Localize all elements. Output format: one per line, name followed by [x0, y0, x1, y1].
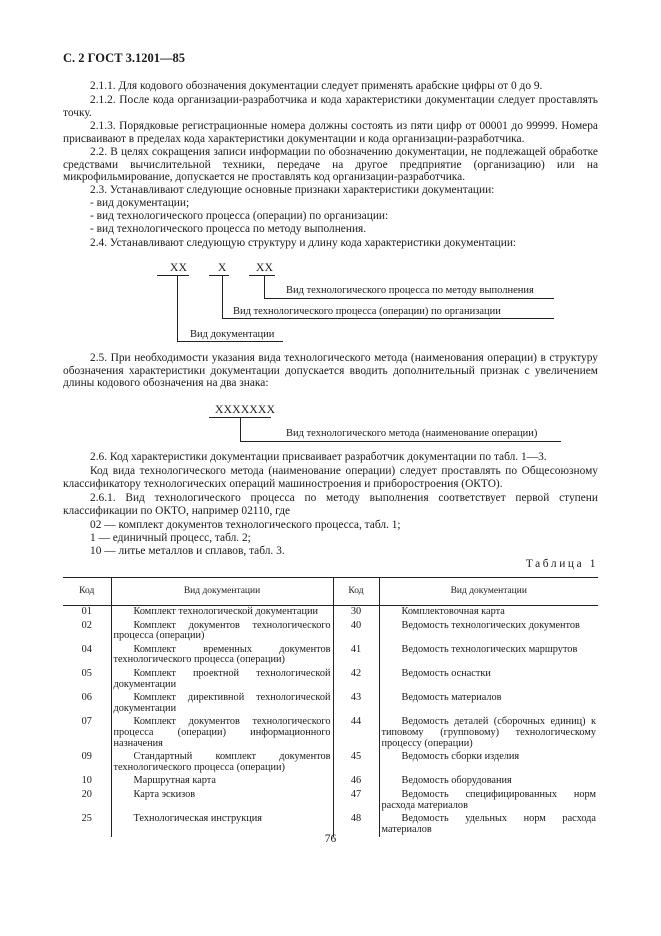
diagram-label: Вид документации — [190, 329, 275, 340]
code-cell: 44 — [333, 716, 379, 751]
document-type-cell — [111, 692, 333, 716]
page-header: С. 2 ГОСТ 3.1201—85 — [63, 51, 186, 65]
column-header-type: Вид документации — [379, 578, 598, 606]
leader-line — [222, 318, 554, 319]
paragraph-2-1-3: 2.1.3. Порядковые регистрационные номера должны состоять из пяти цифр от 00001 до 99999. Номера присваивают в пределах кода характеристики документации и кода организации-разработчика. — [63, 120, 598, 145]
leader-line — [264, 298, 554, 299]
cell-text: Ведомость оснастки — [401, 667, 491, 679]
list-item: 02 — комплект документов технологического процесса, табл. 1; — [90, 519, 401, 531]
diagram-label: Вид технологического процесса (операции) по организации — [233, 306, 501, 317]
table-row — [63, 751, 598, 775]
code-cell: 20 — [81, 788, 92, 800]
document-type-cell — [379, 644, 598, 668]
document-type-cell — [379, 789, 598, 813]
table-row — [63, 716, 598, 751]
cell-text: Комплектовочная карта — [401, 606, 505, 617]
cell-text: Комплект документов технологического процесса (операции) информационного назначения — [113, 716, 331, 749]
code-cell: 05 — [81, 667, 92, 679]
code-cell: 46 — [333, 775, 379, 789]
code-group: XXXXXXX — [215, 404, 276, 416]
document-type-cell — [111, 668, 333, 692]
cell-text: Ведомость материалов — [401, 692, 502, 704]
paragraph-2-6-okto: Код вида технологического метода (наименование операции) следует проставлять по Общесоюзному классификатору технологических операций машиностроения и приборостроения (ОКТО). — [63, 465, 598, 490]
cell-text: Комплект технологической документации — [133, 606, 318, 617]
leader-line — [240, 418, 241, 442]
paragraph-2-4: 2.4. Устанавливают следующую структуру и длину кода характеристики документации: — [90, 237, 517, 249]
table-row — [63, 775, 598, 789]
table-row — [63, 789, 598, 813]
diagram-label: Вид технологического процесса по методу выполнения — [286, 285, 534, 296]
code-cell: 43 — [333, 692, 379, 716]
paragraph-2-1-1: 2.1.1. Для кодового обозначения документации следует применять арабские цифры от 0 до 9. — [90, 80, 543, 92]
cell-text: Технологическая инструкция — [133, 813, 262, 825]
documentation-type-table — [63, 577, 598, 837]
table-row — [63, 644, 598, 668]
cell-text: Ведомость технологических маршрутов — [401, 643, 578, 655]
code-group: X — [218, 262, 227, 274]
document-type-cell — [379, 775, 598, 789]
code-cell: 04 — [81, 643, 92, 655]
code-cell: 45 — [333, 751, 379, 775]
cell-text: Комплект проектной технологической документации — [113, 667, 331, 690]
leader-line — [177, 341, 283, 342]
code-cell: 42 — [333, 668, 379, 692]
list-item: - вид технологического процесса (операции) по организации: — [90, 210, 389, 222]
document-type-cell — [111, 606, 333, 620]
cell-text: Комплект документов технологического процесса (операции) — [113, 619, 331, 642]
table-row — [63, 620, 598, 644]
document-type-cell — [111, 644, 333, 668]
paragraph-2-3: 2.3. Устанавливают следующие основные признаки характеристики документации: — [90, 184, 495, 196]
paragraph-2-6-1: 2.6.1. Вид технологического процесса по методу выполнения соответствует первой ступени классификации по ОКТО, например 02110, где — [63, 492, 598, 517]
code-cell: 09 — [81, 751, 92, 763]
code-group: XX — [170, 262, 188, 274]
code-cell: 48 — [333, 813, 379, 837]
underline — [157, 275, 189, 276]
underline — [209, 275, 229, 276]
list-item: 1 — единичный процесс, табл. 2; — [90, 532, 251, 544]
leader-line — [240, 441, 561, 442]
document-type-cell — [111, 751, 333, 775]
paragraph-2-5: 2.5. При необходимости указания вида технологического метода (наименования операции) в структуру обозначения характеристики документации допускается вводить дополнительный признак с увеличением длины кодового обозначения на два знака: — [63, 352, 598, 390]
cell-text: Ведомость деталей (сборочных единиц) к типовому (групповому) технологическому процессу (операции) — [381, 716, 596, 749]
paragraph-2-6: 2.6. Код характеристики документации присваивает разработчик документации по табл. 1—3. — [90, 451, 547, 463]
column-header-code: Код — [63, 578, 111, 606]
cell-text: Маршрутная карта — [133, 775, 216, 787]
list-item: - вид документации; — [90, 197, 190, 209]
code-group: XX — [256, 262, 274, 274]
code-cell: 30 — [333, 606, 379, 620]
document-type-cell — [379, 606, 598, 620]
diagram-label: Вид технологического метода (наименование операции) — [286, 428, 538, 439]
leader-line — [177, 276, 178, 342]
document-type-cell — [379, 620, 598, 644]
cell-text: Ведомость оборудования — [401, 775, 512, 787]
code-cell: 40 — [333, 620, 379, 644]
cell-text: Ведомость сборки изделия — [401, 751, 520, 763]
document-type-cell — [111, 775, 333, 789]
document-type-cell — [111, 620, 333, 644]
document-type-cell — [379, 751, 598, 775]
code-cell: 25 — [81, 813, 92, 825]
table-caption: Таблица 1 — [525, 558, 598, 570]
page-number: 76 — [324, 833, 337, 845]
cell-text: Карта эскизов — [133, 788, 196, 800]
list-item: 10 — литье металлов и сплавов, табл. 3. — [90, 545, 285, 557]
cell-text: Ведомость специфицированных норм расхода материалов — [381, 788, 596, 811]
cell-text: Комплект временных документов технологического процесса (операции) — [113, 643, 331, 666]
table-row — [63, 692, 598, 716]
document-type-cell — [111, 789, 333, 813]
document-type-cell — [379, 716, 598, 751]
cell-text: Комплект директивной технологической документации — [113, 692, 331, 714]
code-cell: 47 — [333, 789, 379, 813]
paragraph-2-1-2: 2.1.2. После кода организации-разработчика и кода характеристики документации следует проставлять точку. — [63, 94, 598, 119]
code-cell: 01 — [81, 606, 92, 617]
leader-line — [222, 276, 223, 319]
cell-text: Ведомость технологических документов — [401, 619, 580, 631]
column-header-type: Вид документации — [111, 578, 333, 606]
code-cell: 07 — [81, 716, 92, 728]
document-type-cell — [111, 716, 333, 751]
paragraph-2-2: 2.2. В целях сокращения записи информации по обозначению документации, не подлежащей обработке средствами вычислительной техники, передаче на другое предприятие (организацию) или на микрофильмирование, допускается не проставлять код организации-разработчика. — [63, 146, 598, 184]
underline — [249, 275, 275, 276]
table-row — [63, 668, 598, 692]
code-cell: 41 — [333, 644, 379, 668]
table-row — [63, 606, 598, 620]
cell-text: Ведомость удельных норм расхода материалов — [381, 813, 596, 835]
table-header-row — [63, 578, 598, 606]
list-item: - вид технологического процесса по методу выполнения. — [90, 223, 367, 235]
code-cell: 02 — [81, 619, 92, 631]
column-header-code: Код — [333, 578, 379, 606]
document-type-cell — [379, 692, 598, 716]
code-cell: 06 — [81, 692, 92, 704]
document-type-cell — [379, 668, 598, 692]
leader-line — [264, 276, 265, 299]
code-cell: 10 — [81, 775, 92, 787]
cell-text: Стандартный комплект документов технологического процесса (операции) — [113, 751, 331, 773]
